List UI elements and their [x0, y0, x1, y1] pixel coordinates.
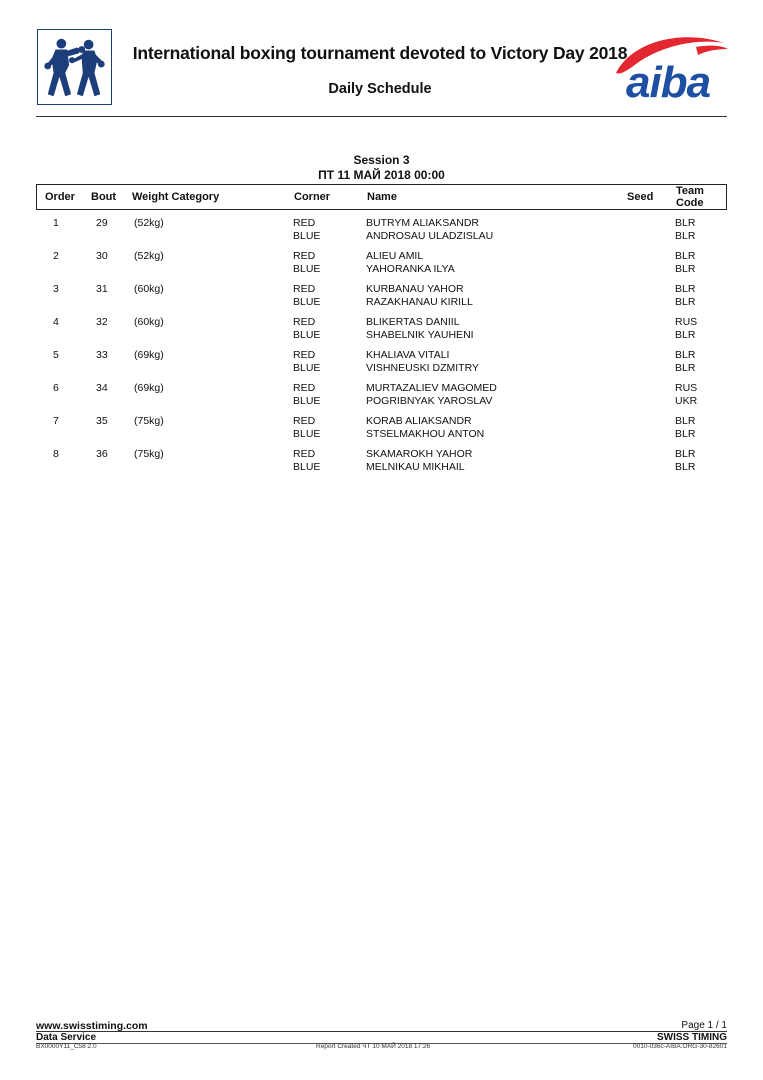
cell-corner-blue: BLUE: [293, 395, 321, 407]
aiba-logo: [612, 33, 730, 105]
cell-order: 7: [53, 415, 59, 427]
cell-team-red: BLR: [675, 349, 696, 361]
table-row: [36, 316, 727, 349]
cell-order: 5: [53, 349, 59, 361]
cell-name-red: KURBANAU YAHOR: [366, 283, 464, 295]
cell-name-red: BLIKERTAS DANIIL: [366, 316, 460, 328]
cell-weight: (75kg): [134, 448, 164, 460]
cell-name-blue: MELNIKAU MIKHAIL: [366, 461, 465, 473]
cell-team-blue: BLR: [675, 329, 696, 341]
aiba-logo-text: aiba: [626, 58, 711, 107]
cell-corner-red: RED: [293, 349, 316, 361]
col-corner: Corner: [294, 191, 331, 203]
table-row: [36, 382, 727, 415]
cell-name-blue: POGRIBNYAK YAROSLAV: [366, 395, 493, 407]
cell-team-blue: BLR: [675, 230, 696, 242]
table-row: [36, 415, 727, 448]
cell-name-blue: SHABELNIK YAUHENI: [366, 329, 474, 341]
tournament-title: International boxing tournament devoted to Victory Day 2018: [132, 43, 628, 63]
cell-team-blue: BLR: [675, 461, 696, 473]
cell-name-blue: VISHNEUSKI DZMITRY: [366, 362, 479, 374]
cell-weight: (69kg): [134, 382, 164, 394]
footer-doc-id: 0010-036c-AIBA.ORG-30-82601: [633, 1043, 727, 1050]
cell-bout: 29: [96, 217, 108, 229]
cell-team-red: BLR: [675, 217, 696, 229]
footer-brand: SWISS TIMING: [657, 1032, 727, 1043]
cell-corner-red: RED: [293, 415, 316, 427]
cell-team-blue: BLR: [675, 263, 696, 275]
cell-team-blue: BLR: [675, 296, 696, 308]
cell-team-red: BLR: [675, 415, 696, 427]
table-row: [36, 217, 727, 250]
cell-corner-blue: BLUE: [293, 296, 321, 308]
cell-team-red: BLR: [675, 448, 696, 460]
session-date: ПТ 11 МАЙ 2018 00:00: [318, 168, 445, 182]
cell-team-blue: UKR: [675, 395, 698, 407]
cell-order: 2: [53, 250, 59, 262]
schedule-rows: [36, 217, 727, 481]
cell-name-red: KHALIAVA VITALI: [366, 349, 450, 361]
cell-name-blue: ANDROSAU ULADZISLAU: [366, 230, 494, 242]
cell-name-red: BUTRYM ALIAKSANDR: [366, 217, 480, 229]
table-row: [36, 283, 727, 316]
cell-weight: (60kg): [134, 283, 164, 295]
cell-corner-blue: BLUE: [293, 329, 321, 341]
cell-corner-red: RED: [293, 382, 316, 394]
cell-corner-blue: BLUE: [293, 461, 321, 473]
col-seed: Seed: [627, 191, 654, 203]
cell-bout: 36: [96, 448, 108, 460]
cell-name-red: KORAB ALIAKSANDR: [366, 415, 472, 427]
col-team-line1: Team: [676, 185, 704, 197]
cell-team-red: BLR: [675, 283, 696, 295]
cell-name-red: SKAMAROKH YAHOR: [366, 448, 473, 460]
cell-weight: (75kg): [134, 415, 164, 427]
cell-order: 3: [53, 283, 59, 295]
cell-corner-red: RED: [293, 283, 316, 295]
cell-name-blue: RAZAKHANAU KIRILL: [366, 296, 473, 308]
footer-doc-code: BX0000Y11_C58 2.0: [36, 1043, 97, 1050]
page-subtitle: Daily Schedule: [328, 81, 432, 97]
col-bout: Bout: [91, 191, 117, 203]
cell-corner-blue: BLUE: [293, 428, 321, 440]
cell-weight: (52kg): [134, 217, 164, 229]
cell-weight: (69kg): [134, 349, 164, 361]
cell-order: 6: [53, 382, 59, 394]
cell-weight: (60kg): [134, 316, 164, 328]
cell-team-red: RUS: [675, 382, 698, 394]
cell-bout: 32: [96, 316, 108, 328]
cell-order: 1: [53, 217, 59, 229]
cell-corner-blue: BLUE: [293, 263, 321, 275]
cell-team-red: RUS: [675, 316, 698, 328]
cell-team-red: BLR: [675, 250, 696, 262]
col-order: Order: [45, 191, 75, 203]
footer-report-created: Report Created ЧТ 10 МАЙ 2018 17:26: [316, 1043, 431, 1050]
cell-corner-red: RED: [293, 250, 316, 262]
cell-name-blue: STSELMAKHOU ANTON: [366, 428, 485, 440]
cell-corner-blue: BLUE: [293, 230, 321, 242]
cell-bout: 35: [96, 415, 108, 427]
col-weight-category: Weight Category: [132, 191, 220, 203]
cell-corner-red: RED: [293, 217, 316, 229]
cell-weight: (52kg): [134, 250, 164, 262]
cell-team-blue: BLR: [675, 428, 696, 440]
tournament-logo: [37, 29, 112, 105]
footer-website: www.swisstiming.com: [36, 1020, 148, 1032]
boxers-icon: [38, 30, 111, 104]
footer-divider: [36, 1031, 727, 1032]
cell-bout: 31: [96, 283, 108, 295]
cell-team-blue: BLR: [675, 362, 696, 374]
cell-corner-red: RED: [293, 448, 316, 460]
header-divider: [36, 116, 727, 117]
cell-bout: 30: [96, 250, 108, 262]
table-row: [36, 349, 727, 382]
footer-service: Data Service: [36, 1032, 97, 1043]
cell-corner-blue: BLUE: [293, 362, 321, 374]
cell-order: 8: [53, 448, 59, 460]
col-name: Name: [367, 191, 397, 203]
cell-order: 4: [53, 316, 59, 328]
col-team-line2: Code: [676, 197, 704, 209]
footer-page-number: Page 1 / 1: [681, 1020, 727, 1031]
session-name: Session 3: [353, 153, 410, 167]
table-row: [36, 448, 727, 481]
cell-corner-red: RED: [293, 316, 316, 328]
cell-name-red: ALIEU AMIL: [366, 250, 424, 262]
cell-name-red: MURTAZALIEV MAGOMED: [366, 382, 497, 394]
cell-bout: 33: [96, 349, 108, 361]
table-header: [36, 184, 727, 210]
session-heading: [0, 153, 763, 183]
cell-name-blue: YAHORANKA ILYA: [366, 263, 455, 275]
table-row: [36, 250, 727, 283]
cell-bout: 34: [96, 382, 108, 394]
